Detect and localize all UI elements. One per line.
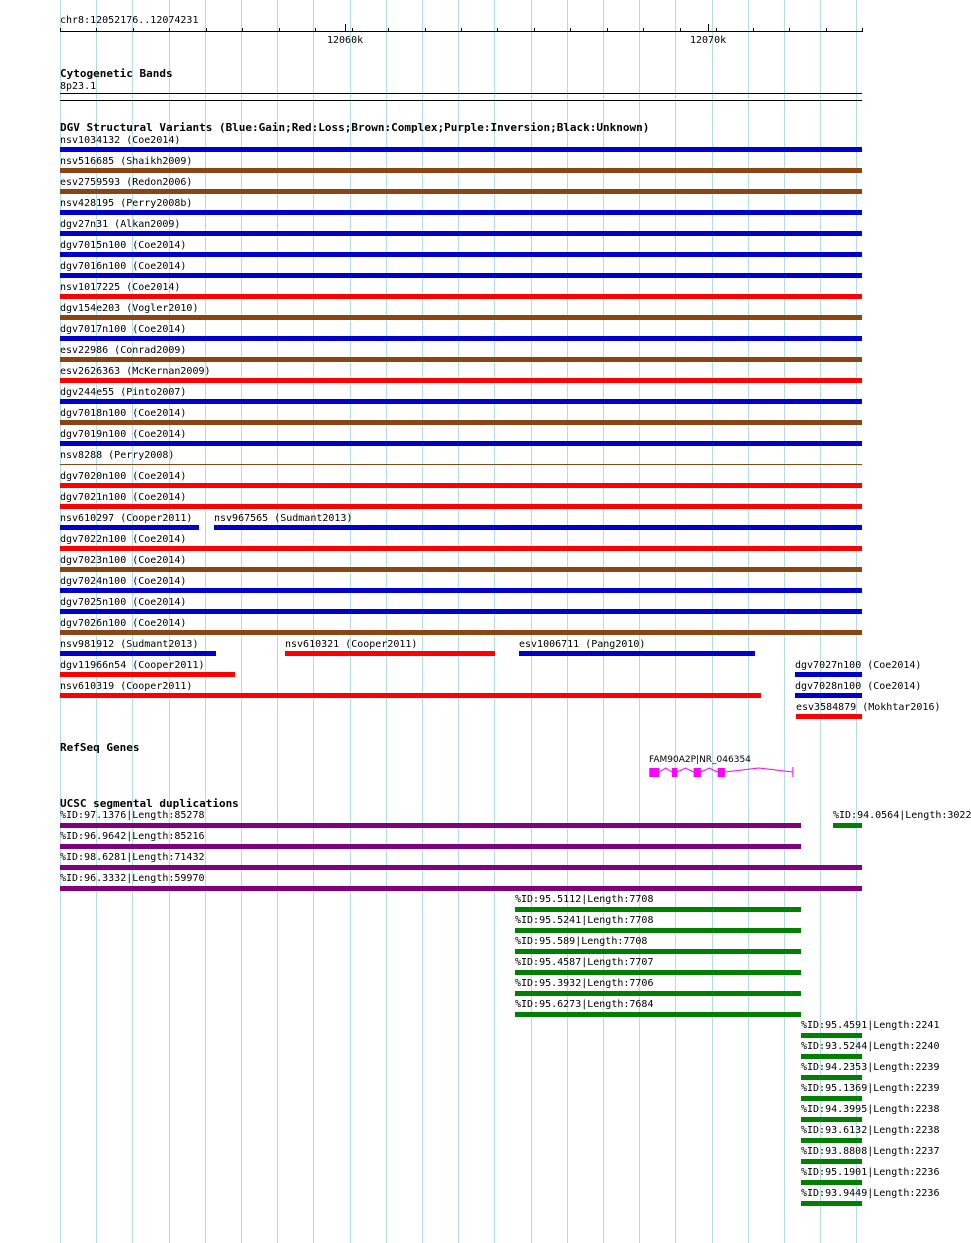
- dgv-feature-bar[interactable]: [60, 336, 862, 341]
- segdup-feature-label: %ID:95.5241|Length:7708: [515, 915, 654, 926]
- dgv-feature-label: nsv610321 (Cooper2011): [285, 639, 418, 650]
- gridline: [313, 0, 314, 1243]
- gridline: [241, 0, 242, 1243]
- dgv-feature-label: esv22986 (Conrad2009): [60, 345, 187, 356]
- dgv-feature-label: nsv1034132 (Coe2014): [60, 135, 181, 146]
- segdup-feature-label: %ID:95.3932|Length:7706: [515, 978, 654, 989]
- dgv-feature-bar[interactable]: [60, 651, 216, 656]
- ruler-minor-tick: [352, 28, 353, 32]
- dgv-feature-label: dgv7025n100 (Coe2014): [60, 597, 187, 608]
- dgv-feature-label: dgv7028n100 (Coe2014): [795, 681, 922, 692]
- gene-exon: [672, 768, 677, 777]
- gene-intron: [659, 768, 671, 772]
- ruler-minor-tick: [716, 28, 717, 32]
- dgv-feature-label: dgv7016n100 (Coe2014): [60, 261, 187, 272]
- dgv-feature-label: esv2626363 (McKernan2009): [60, 366, 211, 377]
- dgv-feature-bar[interactable]: [60, 672, 235, 677]
- ruler-minor-tick: [315, 28, 316, 32]
- segdup-feature-label: %ID:95.589|Length:7708: [515, 936, 648, 947]
- gene-intron: [677, 768, 693, 772]
- dgv-feature-label: dgv7018n100 (Coe2014): [60, 408, 187, 419]
- gene-intron: [725, 768, 793, 772]
- ruler-minor-tick: [497, 28, 498, 32]
- refseq-track-title[interactable]: RefSeq Genes: [60, 741, 140, 754]
- ruler-minor-tick: [425, 28, 426, 32]
- segdup-feature-label: %ID:94.0564|Length:3022: [833, 810, 971, 821]
- dgv-feature-label: esv2759593 (Redon2006): [60, 177, 193, 188]
- dgv-feature-bar[interactable]: [60, 357, 862, 362]
- dgv-feature-label: dgv7024n100 (Coe2014): [60, 576, 187, 587]
- gridline: [531, 0, 532, 1243]
- dgv-feature-bar[interactable]: [60, 441, 862, 446]
- dgv-feature-label: nsv610297 (Cooper2011): [60, 513, 193, 524]
- segdup-feature-label: %ID:93.5244|Length:2240: [801, 1041, 940, 1052]
- dgv-feature-bar[interactable]: [60, 399, 862, 404]
- segdup-feature-bar[interactable]: [515, 907, 801, 912]
- dgv-feature-label: nsv1017225 (Coe2014): [60, 282, 181, 293]
- gene-intron: [701, 768, 718, 772]
- ruler-minor-tick: [60, 28, 61, 32]
- segdup-feature-bar[interactable]: [801, 1138, 862, 1143]
- dgv-feature-bar[interactable]: [60, 525, 199, 530]
- dgv-feature-bar[interactable]: [60, 210, 862, 215]
- gene-exon: [649, 768, 659, 777]
- ruler-tick-label: 12060k: [327, 35, 364, 46]
- dgv-feature-label: dgv7017n100 (Coe2014): [60, 324, 187, 335]
- dgv-feature-bar[interactable]: [60, 147, 862, 152]
- dgv-feature-bar[interactable]: [60, 546, 862, 551]
- dgv-feature-bar[interactable]: [60, 464, 862, 465]
- gridline: [494, 0, 495, 1243]
- dgv-feature-label: dgv7026n100 (Coe2014): [60, 618, 187, 629]
- ruler-minor-tick: [570, 28, 571, 32]
- dgv-feature-bar[interactable]: [60, 189, 862, 194]
- dgv-feature-label: nsv981912 (Sudmant2013): [60, 639, 199, 650]
- dgv-feature-label: dgv7027n100 (Coe2014): [795, 660, 922, 671]
- dgv-feature-bar[interactable]: [214, 525, 862, 530]
- dgv-feature-label: dgv7020n100 (Coe2014): [60, 471, 187, 482]
- segdup-feature-label: %ID:93.8808|Length:2237: [801, 1146, 940, 1157]
- gridline: [277, 0, 278, 1243]
- dgv-feature-bar[interactable]: [60, 231, 862, 236]
- dgv-feature-bar[interactable]: [60, 630, 862, 635]
- dgv-feature-label: nsv428195 (Perry2008b): [60, 198, 193, 209]
- ruler-major-tick: [708, 24, 709, 32]
- dgv-feature-label: dgv7022n100 (Coe2014): [60, 534, 187, 545]
- segdup-feature-label: %ID:94.3995|Length:2238: [801, 1104, 940, 1115]
- gridline: [350, 0, 351, 1243]
- ruler-minor-tick: [680, 28, 681, 32]
- dgv-feature-label: dgv7023n100 (Coe2014): [60, 555, 187, 566]
- gridline: [639, 0, 640, 1243]
- dgv-feature-bar[interactable]: [60, 315, 862, 320]
- segdup-feature-label: %ID:95.5112|Length:7708: [515, 894, 654, 905]
- dgv-feature-label: nsv8288 (Perry2008): [60, 450, 175, 461]
- gene-label: FAM90A2P|NR_046354: [649, 755, 751, 765]
- segdup-feature-bar[interactable]: [801, 1201, 862, 1206]
- dgv-feature-bar[interactable]: [60, 273, 862, 278]
- segdup-feature-bar[interactable]: [801, 1180, 862, 1185]
- dgv-feature-bar[interactable]: [60, 567, 862, 572]
- gridline: [784, 0, 785, 1243]
- ruler-minor-tick: [206, 28, 207, 32]
- segdup-feature-bar[interactable]: [515, 970, 801, 975]
- dgv-feature-bar[interactable]: [60, 609, 862, 614]
- ruler-minor-tick: [96, 28, 97, 32]
- dgv-feature-bar[interactable]: [60, 294, 862, 299]
- segdup-feature-bar[interactable]: [60, 844, 801, 849]
- dgv-feature-label: nsv516685 (Shaikh2009): [60, 156, 193, 167]
- segdup-feature-bar[interactable]: [60, 823, 801, 828]
- gridline: [712, 0, 713, 1243]
- dgv-feature-label: dgv27n31 (Alkan2009): [60, 219, 181, 230]
- dgv-feature-bar[interactable]: [60, 693, 761, 698]
- dgv-feature-bar[interactable]: [519, 651, 755, 656]
- segdup-feature-label: %ID:93.6132|Length:2238: [801, 1125, 940, 1136]
- segdup-feature-label: %ID:97.1376|Length:85278: [60, 810, 205, 821]
- dgv-feature-bar[interactable]: [795, 672, 862, 677]
- gridline: [422, 0, 423, 1243]
- segdup-feature-label: %ID:96.3332|Length:59970: [60, 873, 205, 884]
- ruler-minor-tick: [242, 28, 243, 32]
- gridline: [603, 0, 604, 1243]
- ruler-minor-tick: [169, 28, 170, 32]
- segdup-feature-bar[interactable]: [515, 991, 801, 996]
- cytoband-label: 8p23.1: [60, 81, 97, 92]
- dgv-feature-label: dgv154e203 (Vogler2010): [60, 303, 199, 314]
- segdup-feature-bar[interactable]: [801, 1117, 862, 1122]
- ruler-minor-tick: [279, 28, 280, 32]
- segdup-feature-label: %ID:95.6273|Length:7684: [515, 999, 654, 1010]
- dgv-feature-label: dgv7021n100 (Coe2014): [60, 492, 187, 503]
- segdup-feature-bar[interactable]: [60, 865, 862, 870]
- dgv-feature-label: nsv610319 (Cooper2011): [60, 681, 193, 692]
- segdup-feature-bar[interactable]: [801, 1159, 862, 1164]
- ruler-minor-tick: [461, 28, 462, 32]
- segdup-feature-label: %ID:95.1369|Length:2239: [801, 1083, 940, 1094]
- dgv-feature-label: dgv11966n54 (Cooper2011): [60, 660, 205, 671]
- dgv-feature-bar[interactable]: [60, 504, 862, 509]
- gridline: [458, 0, 459, 1243]
- ruler-minor-tick: [643, 28, 644, 32]
- dgv-feature-label: dgv7015n100 (Coe2014): [60, 240, 187, 251]
- segdup-feature-bar[interactable]: [515, 949, 801, 954]
- segdup-feature-bar[interactable]: [801, 1054, 862, 1059]
- segdup-feature-label: %ID:94.2353|Length:2239: [801, 1062, 940, 1073]
- dgv-feature-bar[interactable]: [60, 483, 862, 488]
- gene-exon: [694, 768, 701, 777]
- cytoband-track-title[interactable]: Cytogenetic Bands: [60, 67, 173, 80]
- cytoband-bar-bottom: [60, 100, 862, 101]
- segdup-feature-bar[interactable]: [801, 1033, 862, 1038]
- ruler-minor-tick: [826, 28, 827, 32]
- dgv-feature-label: esv1006711 (Pang2010): [519, 639, 646, 650]
- segdup-feature-bar[interactable]: [801, 1096, 862, 1101]
- segdup-feature-label: %ID:96.9642|Length:85216: [60, 831, 205, 842]
- dgv-feature-bar[interactable]: [796, 714, 862, 719]
- ruler-major-tick: [345, 24, 346, 32]
- segdup-feature-label: %ID:95.4587|Length:7707: [515, 957, 654, 968]
- ruler-position: chr8:12052176..12074231: [60, 15, 199, 26]
- segdup-feature-label: %ID:98.6281|Length:71432: [60, 852, 205, 863]
- segdup-feature-label: %ID:95.4591|Length:2241: [801, 1020, 940, 1031]
- segdup-feature-bar[interactable]: [515, 928, 801, 933]
- dgv-feature-bar[interactable]: [60, 420, 862, 425]
- dgv-feature-bar[interactable]: [60, 168, 862, 173]
- ruler-minor-tick: [753, 28, 754, 32]
- ruler-tick-label: 12070k: [690, 35, 727, 46]
- segdup-feature-bar[interactable]: [60, 886, 862, 891]
- gridline: [675, 0, 676, 1243]
- ruler-minor-tick: [862, 28, 863, 32]
- segdup-feature-label: %ID:95.1901|Length:2236: [801, 1167, 940, 1178]
- dgv-feature-bar[interactable]: [795, 693, 862, 698]
- dgv-feature-label: esv3584879 (Mokhtar2016): [796, 702, 941, 713]
- dgv-feature-label: dgv244e55 (Pinto2007): [60, 387, 187, 398]
- ruler-minor-tick: [789, 28, 790, 32]
- dgv-feature-label: dgv7019n100 (Coe2014): [60, 429, 187, 440]
- segdup-feature-bar[interactable]: [801, 1075, 862, 1080]
- dgv-feature-bar[interactable]: [60, 588, 862, 593]
- dgv-feature-label: nsv967565 (Sudmant2013): [214, 513, 353, 524]
- segdup-track-title[interactable]: UCSC segmental duplications: [60, 797, 239, 810]
- ruler-minor-tick: [607, 28, 608, 32]
- gridline: [567, 0, 568, 1243]
- gene-exon: [718, 768, 725, 777]
- dgv-feature-bar[interactable]: [285, 651, 495, 656]
- segdup-feature-bar[interactable]: [515, 1012, 801, 1017]
- ruler-minor-tick: [133, 28, 134, 32]
- segdup-feature-bar[interactable]: [833, 823, 862, 828]
- cytoband-bar-top: [60, 93, 862, 94]
- dgv-track-title[interactable]: DGV Structural Variants (Blue:Gain;Red:Loss;Brown:Complex;Purple:Inversion;Black:Unknown): [60, 121, 650, 134]
- gene-model[interactable]: [0, 762, 890, 782]
- ruler-minor-tick: [388, 28, 389, 32]
- gridline: [205, 0, 206, 1243]
- segdup-feature-label: %ID:93.9449|Length:2236: [801, 1188, 940, 1199]
- gridline: [386, 0, 387, 1243]
- ruler-minor-tick: [534, 28, 535, 32]
- dgv-feature-bar[interactable]: [60, 252, 862, 257]
- gridline: [748, 0, 749, 1243]
- dgv-feature-bar[interactable]: [60, 378, 862, 383]
